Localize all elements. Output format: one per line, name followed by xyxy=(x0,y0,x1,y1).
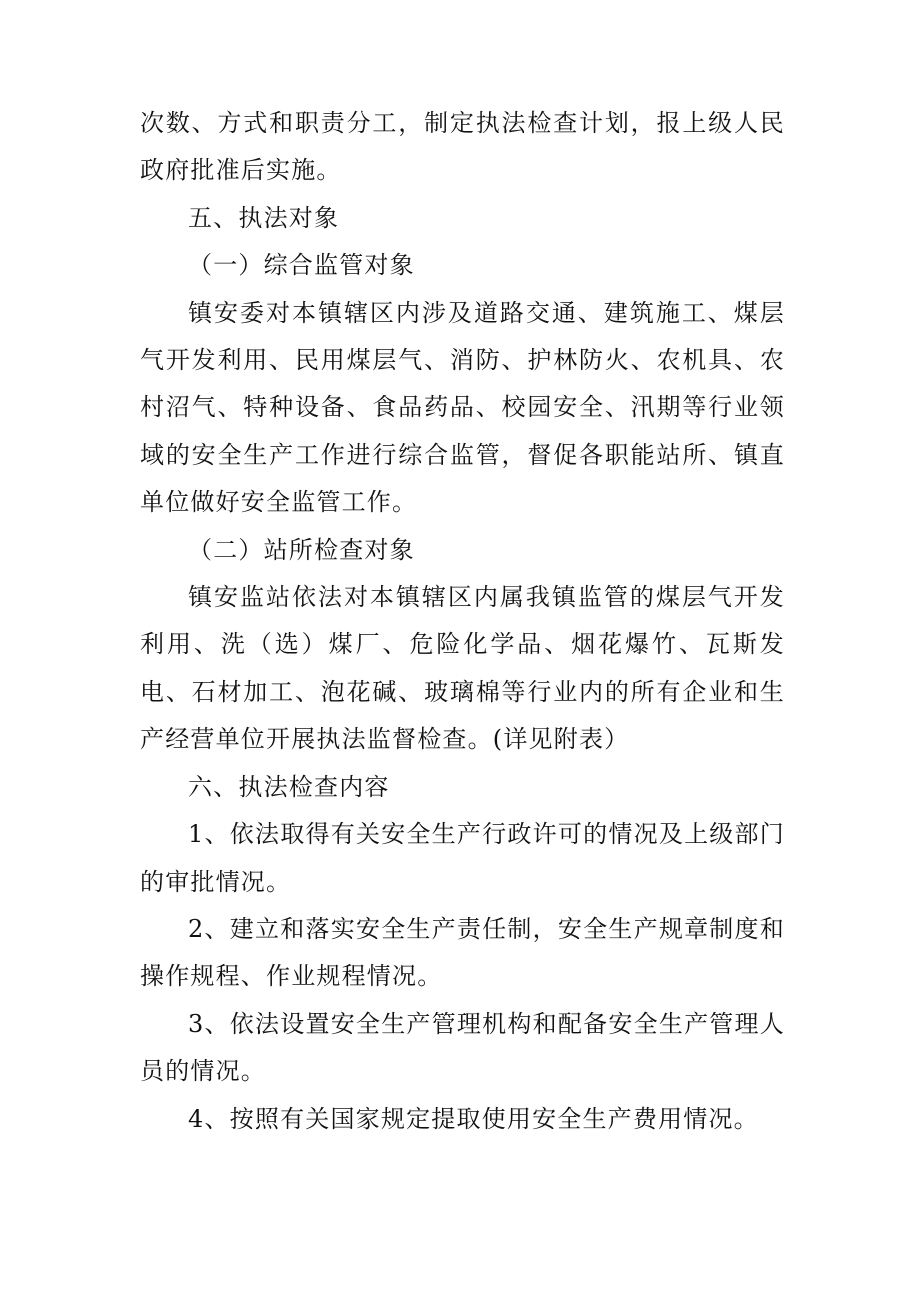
paragraph-continuation: 次数、方式和职责分工，制定执法检查计划，报上级人民政府批准后实施。 xyxy=(140,109,785,185)
document-body xyxy=(140,100,785,1143)
list-item-4: 4、按照有关国家规定提取使用安全生产费用情况。 xyxy=(188,1104,759,1133)
subheading-comprehensive-supervision: （一）综合监管对象 xyxy=(188,251,415,280)
section-heading-enforcement-targets: 五、执法对象 xyxy=(188,203,340,232)
paragraph-station-inspection: 镇安监站依法对本镇辖区内属我镇监管的煤层气开发利用、洗（选）煤厂、危险化学品、烟花爆竹、瓦斯发电、石材加工、泡花碱、玻璃棉等行业内的所有企业和生产经营单位开展执法监督检查。(详见附表） xyxy=(140,583,785,754)
list-item-1: 1、依法取得有关安全生产行政许可的情况及上级部门的审批情况。 xyxy=(140,820,785,896)
section-heading-inspection-content: 六、执法检查内容 xyxy=(188,772,390,801)
subheading-station-inspection: （二）站所检查对象 xyxy=(188,535,415,564)
list-item-3: 3、依法设置安全生产管理机构和配备安全生产管理人员的情况。 xyxy=(140,1009,785,1086)
paragraph-comprehensive-supervision: 镇安委对本镇辖区内涉及道路交通、建筑施工、煤层气开发利用、民用煤层气、消防、护林防火、农机具、农村沼气、特种设备、食品药品、校园安全、汛期等行业领域的安全生产工作进行综合监管，督促各职能站所、镇直单位做好安全监管工作。 xyxy=(140,298,785,517)
list-item-2: 2、建立和落实安全生产责任制，安全生产规章制度和操作规程、作业规程情况。 xyxy=(140,914,785,991)
